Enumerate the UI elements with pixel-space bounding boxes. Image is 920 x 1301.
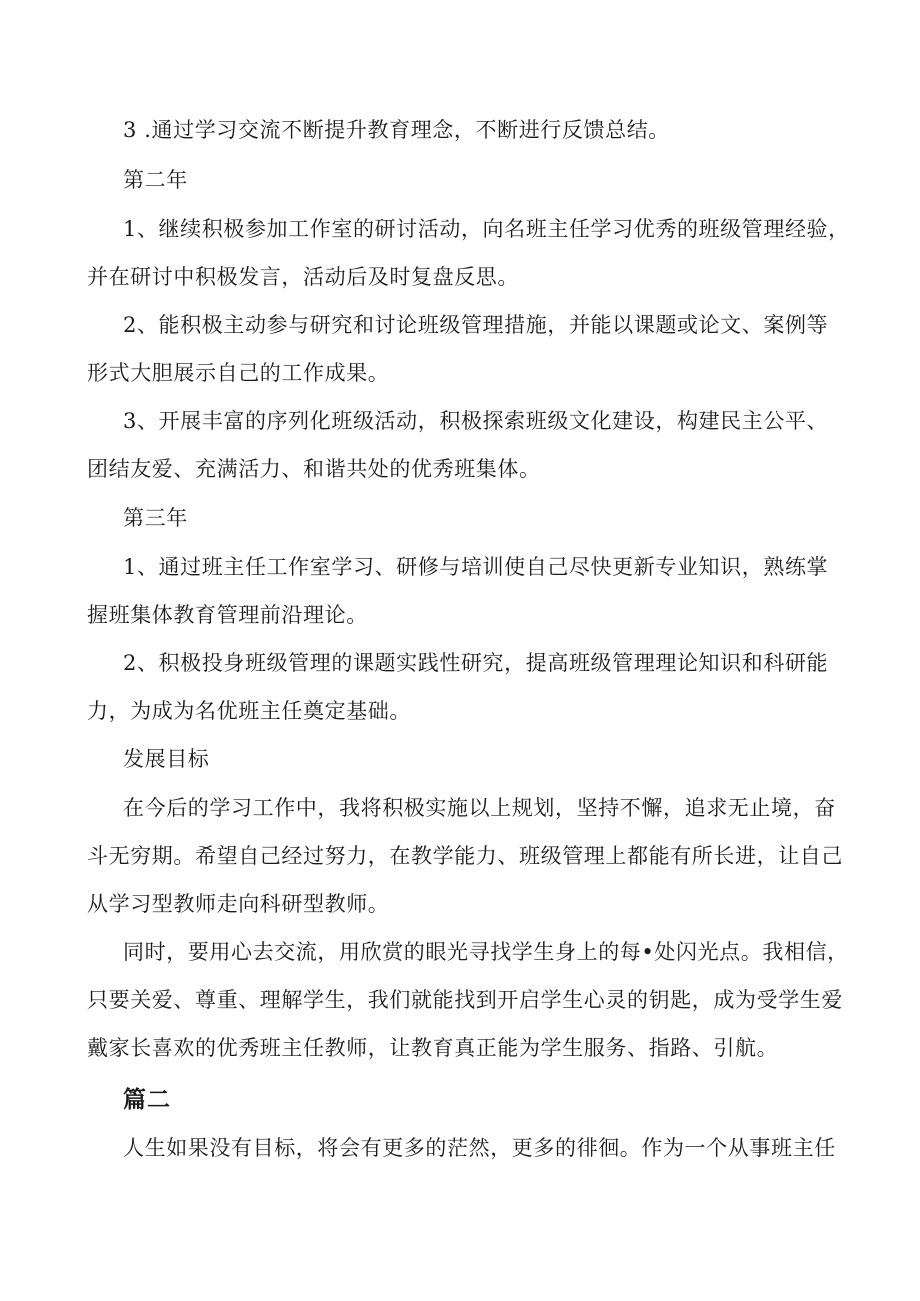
text-line: 1、继续积极参加工作室的研讨活动，向名班主任学习优秀的班级管理经验， (123, 217, 850, 241)
paragraph-year3-item1 (87, 543, 832, 639)
paragraph-student-care (87, 928, 849, 1072)
text-line: 只要关爱、尊重、理解学生，我们就能找到开启学生心灵的钥匙，成为受学生爱 (87, 988, 843, 1012)
text-line: 人生如果没有目标，将会有更多的茫然，更多的徘徊。作为一个从事班主任 (123, 1136, 836, 1160)
heading-development-goals (87, 735, 832, 783)
text-line: 力，为成为名优班主任奠定基础。 (87, 699, 411, 723)
heading-year-three (87, 494, 832, 542)
paragraph-year2-item3 (87, 397, 832, 493)
text-line: 握班集体教育管理前沿理论。 (87, 603, 368, 627)
text-line: 3、开展丰富的序列化班级活动，积极探索班级文化建设，构建民主公平、 (123, 409, 829, 433)
heading-year-two (87, 156, 832, 204)
paragraph-reflection (87, 106, 832, 154)
text-line: 戴家长喜欢的优秀班主任教师，让教育真正能为学生服务、指路、引航。 (87, 1036, 779, 1060)
text-line: 3 .通过学习交流不断提升教育理念，不断进行反馈总结。 (123, 118, 670, 142)
text-line: 1、通过班主任工作室学习、研修与培训使自己尽快更新专业知识，熟练掌 (123, 555, 829, 579)
text-line: 同时，要用心去交流，用欣赏的眼光寻找学生身上的每•处闪光点。我相信， (123, 940, 849, 964)
paragraph-year3-item2 (87, 639, 832, 735)
text-line: 并在研讨中积极发言，活动后及时复盘反思。 (87, 265, 519, 289)
text-line: 发展目标 (123, 747, 210, 771)
paragraph-life-goals (87, 1124, 836, 1172)
text-line: 在今后的学习工作中，我将积极实施以上规划，坚持不懈，追求无止境，奋 (123, 796, 836, 820)
text-line: 斗无穷期。希望自己经过努力，在教学能力、班级管理上都能有所长进，让自己 (87, 844, 843, 868)
paragraph-year2-item2 (87, 301, 832, 397)
text-line: 形式大胆展示自己的工作成果。 (87, 361, 390, 385)
text-line: 2、能积极主动参与研究和讨论班级管理措施，并能以课题或论文、案例等 (123, 313, 829, 337)
text-line: 从学习型教师走向科研型教师。 (87, 892, 390, 916)
text-line: 第二年 (123, 168, 188, 192)
section-heading-part-two (123, 1081, 171, 1114)
text-line: 篇二 (123, 1087, 171, 1113)
text-line: 团结友爱、充满活力、和谐共处的优秀班集体。 (87, 457, 541, 481)
text-line: 2、积极投身班级管理的课题实践性研究，提高班级管理理论知识和科研能 (123, 651, 829, 675)
paragraph-future-plan (87, 784, 843, 928)
text-line: 第三年 (123, 506, 188, 530)
paragraph-year2-item1 (87, 205, 850, 301)
